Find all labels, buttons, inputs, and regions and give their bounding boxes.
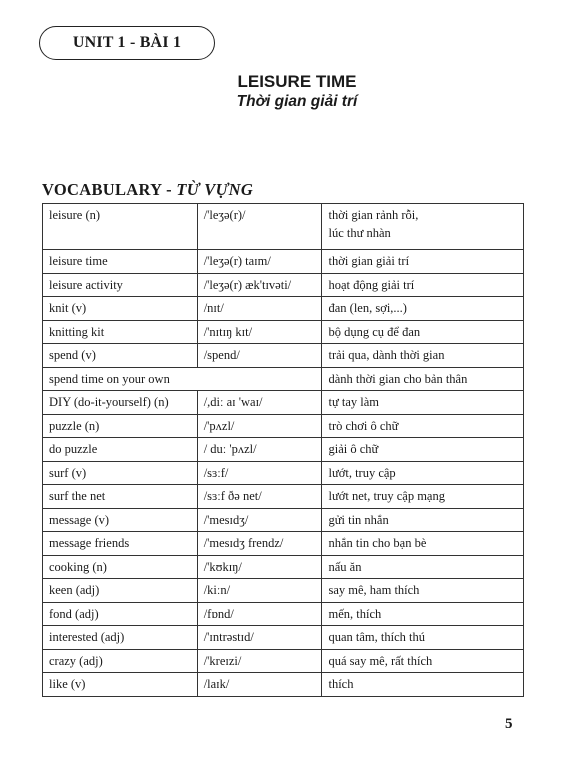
word-cell: do puzzle xyxy=(43,438,198,462)
meaning-cell: quá say mê, rất thích xyxy=(322,649,524,673)
meaning-cell: lướt net, truy cập mạng xyxy=(322,485,524,509)
table-row xyxy=(43,344,524,368)
word-cell: puzzle (n) xyxy=(43,414,198,438)
meaning-cell: bộ dụng cụ để đan xyxy=(322,320,524,344)
word-cell: leisure activity xyxy=(43,273,198,297)
meaning-cell: nhắn tin cho bạn bè xyxy=(322,532,524,556)
meaning-cell: nấu ăn xyxy=(322,555,524,579)
meaning-cell: thời gian giải trí xyxy=(322,250,524,274)
table-row xyxy=(43,367,524,391)
vocabulary-heading-en: VOCABULARY - xyxy=(42,180,177,199)
meaning-cell: thích xyxy=(322,673,524,697)
table-row xyxy=(43,414,524,438)
meaning-cell: đan (len, sợi,...) xyxy=(322,297,524,321)
ipa-cell: /sɜːf ðə net/ xyxy=(197,485,322,509)
word-cell: crazy (adj) xyxy=(43,649,198,673)
word-cell: surf (v) xyxy=(43,461,198,485)
ipa-cell: /'kreɪzi/ xyxy=(197,649,322,673)
meaning-cell: mến, thích xyxy=(322,602,524,626)
ipa-cell: / duː 'pʌzl/ xyxy=(197,438,322,462)
table-row xyxy=(43,579,524,603)
meaning-cell: lướt, truy cập xyxy=(322,461,524,485)
meaning-cell: tự tay làm xyxy=(322,391,524,415)
ipa-cell: /'mesɪdʒ frendz/ xyxy=(197,532,322,556)
word-cell: cooking (n) xyxy=(43,555,198,579)
table-row xyxy=(43,649,524,673)
word-cell: message friends xyxy=(43,532,198,556)
meaning-cell: hoạt động giải trí xyxy=(322,273,524,297)
ipa-cell: /'leʒə(r) æk'tɪvəti/ xyxy=(197,273,322,297)
ipa-cell: /'leʒə(r)/ xyxy=(197,204,322,250)
word-cell: knitting kit xyxy=(43,320,198,344)
meaning-cell: gửi tin nhắn xyxy=(322,508,524,532)
table-row xyxy=(43,273,524,297)
meaning-cell: say mê, ham thích xyxy=(322,579,524,603)
meaning-cell: giải ô chữ xyxy=(322,438,524,462)
word-cell: surf the net xyxy=(43,485,198,509)
vocabulary-table xyxy=(42,203,524,697)
word-cell: message (v) xyxy=(43,508,198,532)
word-cell: keen (adj) xyxy=(43,579,198,603)
word-cell: like (v) xyxy=(43,673,198,697)
table-row xyxy=(43,602,524,626)
ipa-cell: /,diː aɪ 'waɪ/ xyxy=(197,391,322,415)
table-row xyxy=(43,508,524,532)
table-row xyxy=(43,297,524,321)
lesson-subtitle: Thời gian giải trí xyxy=(236,93,358,110)
vocabulary-heading-vi: TỪ VỰNG xyxy=(176,180,254,199)
word-cell: spend time on your own xyxy=(43,367,322,391)
meaning-cell: quan tâm, thích thú xyxy=(322,626,524,650)
ipa-cell: /'kʊkɪŋ/ xyxy=(197,555,322,579)
word-cell: knit (v) xyxy=(43,297,198,321)
word-cell: fond (adj) xyxy=(43,602,198,626)
ipa-cell: /'leʒə(r) taɪm/ xyxy=(197,250,322,274)
vocabulary-heading xyxy=(42,180,253,200)
unit-label: UNIT 1 - BÀI 1 xyxy=(39,26,215,60)
table-row xyxy=(43,250,524,274)
table-row xyxy=(43,438,524,462)
ipa-cell: /'mesɪdʒ/ xyxy=(197,508,322,532)
table-row xyxy=(43,320,524,344)
table-row xyxy=(43,391,524,415)
meaning-cell: dành thời gian cho bản thân xyxy=(322,367,524,391)
ipa-cell: /laɪk/ xyxy=(197,673,322,697)
table-row xyxy=(43,204,524,250)
word-cell: spend (v) xyxy=(43,344,198,368)
word-cell: leisure time xyxy=(43,250,198,274)
page-number: 5 xyxy=(505,716,513,732)
ipa-cell: /kiːn/ xyxy=(197,579,322,603)
ipa-cell: /spend/ xyxy=(197,344,322,368)
lesson-title: LEISURE TIME xyxy=(237,72,357,91)
table-row xyxy=(43,461,524,485)
ipa-cell: /'pʌzl/ xyxy=(197,414,322,438)
table-row xyxy=(43,673,524,697)
table-row xyxy=(43,555,524,579)
ipa-cell: /'ɪntrəstɪd/ xyxy=(197,626,322,650)
table-row xyxy=(43,485,524,509)
meaning-cell: trải qua, dành thời gian xyxy=(322,344,524,368)
table-row xyxy=(43,626,524,650)
meaning-line-2: lúc thư nhàn xyxy=(328,226,391,240)
meaning-cell: trò chơi ô chữ xyxy=(322,414,524,438)
word-cell: interested (adj) xyxy=(43,626,198,650)
ipa-cell: /fɒnd/ xyxy=(197,602,322,626)
ipa-cell: /'nɪtɪŋ kɪt/ xyxy=(197,320,322,344)
meaning-line-1: thời gian rảnh rỗi, xyxy=(328,208,419,222)
ipa-cell: /nɪt/ xyxy=(197,297,322,321)
lesson-title-block xyxy=(0,72,576,112)
ipa-cell: /sɜːf/ xyxy=(197,461,322,485)
word-cell: leisure (n) xyxy=(43,204,198,250)
word-cell: DIY (do-it-yourself) (n) xyxy=(43,391,198,415)
meaning-cell xyxy=(322,204,524,250)
table-row xyxy=(43,532,524,556)
